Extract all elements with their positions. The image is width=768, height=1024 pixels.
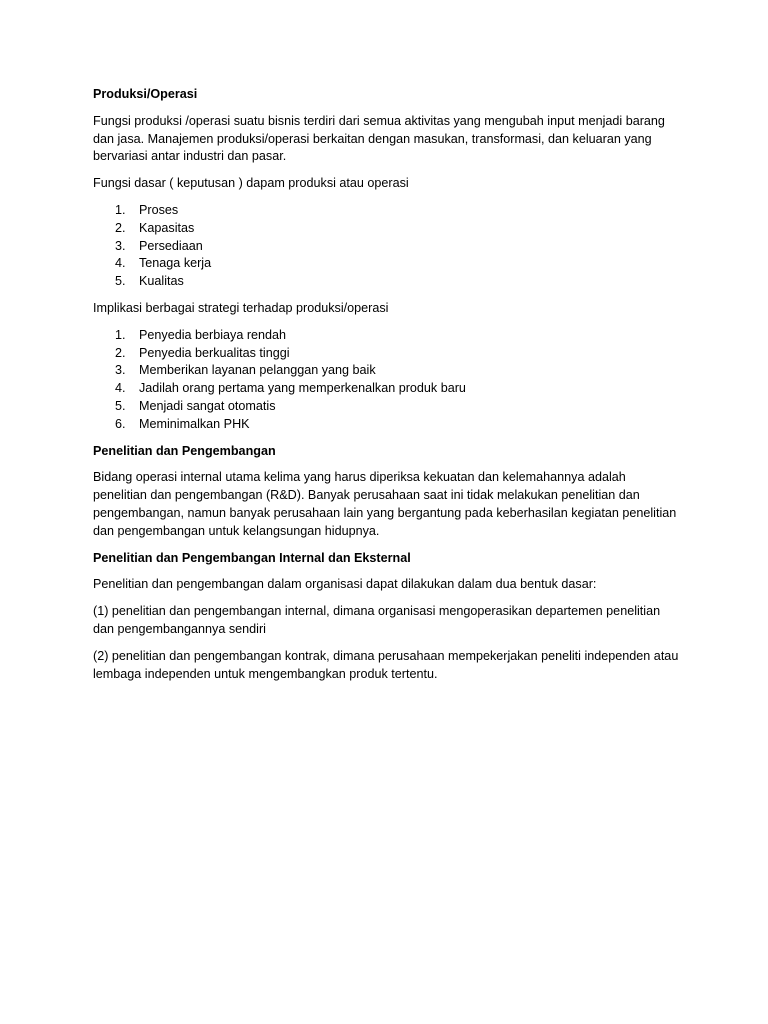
- list-item-number: 2.: [115, 345, 126, 360]
- list-item-number: 5.: [115, 398, 126, 413]
- list-item-number: 5.: [115, 274, 126, 289]
- list-item: [93, 273, 683, 291]
- list-item-text: Memberikan layanan pelanggan yang baik: [139, 363, 376, 378]
- list-item-number: 3.: [115, 238, 126, 253]
- paragraph-internal: (1) penelitian dan pengembangan internal, dimana organisasi mengoperasikan departemen penelitian dan pengembangannya sendiri: [93, 604, 661, 636]
- paragraph-kontrak: (2) penelitian dan pengembangan kontrak, dimana perusahaan mempekerjakan peneliti independen atau lembaga independen untuk mengembangkan produk tertentu.: [93, 648, 679, 681]
- paragraph-dua-bentuk-dasar: Penelitian dan pengembangan dalam organisasi dapat dilakukan dalam dua bentuk dasar:: [93, 577, 597, 592]
- list-item-number: 6.: [115, 416, 126, 431]
- list-item-text: Penyedia berbiaya rendah: [139, 327, 287, 342]
- list-item-number: 4.: [115, 256, 126, 271]
- list-fungsi-dasar: [93, 202, 683, 291]
- list-item: [93, 416, 683, 434]
- section-heading-penelitian-pengembangan: Penelitian dan Pengembangan: [93, 443, 276, 458]
- list-item-text: Jadilah orang pertama yang memperkenalkan produk baru: [139, 381, 466, 396]
- section-heading-produksi-operasi: Produksi/Operasi: [93, 87, 198, 101]
- list-item-number: 1.: [115, 327, 126, 342]
- list-item: [93, 202, 683, 220]
- list-item: [93, 238, 683, 256]
- list-item-text: Penyedia berkualitas tinggi: [139, 345, 290, 360]
- paragraph-bidang-operasi: Bidang operasi internal utama kelima yang harus diperiksa kekuatan dan kelemahannya adalah penelitian dan pengembangan (R&D). Banyak perusahaan saat ini tidak melakukan penelitian dan pengembangan, namun banyak perusahaan lain yang bergantung pada keberhasilan kegiatan penelitian dan pengembangan untuk kelangsungan hidupnya.: [93, 470, 677, 538]
- list-item-text: Menjadi sangat otomatis: [139, 398, 276, 413]
- list-item-number: 3.: [115, 363, 126, 378]
- paragraph-fungsi-produksi: Fungsi produksi /operasi suatu bisnis terdiri dari semua aktivitas yang mengubah input menjadi barang dan jasa. Manajemen produksi/operasi berkaitan dengan masukan, transformasi, dan keluaran yang bervariasi antar industri dan pasar.: [93, 113, 665, 164]
- document-page: [93, 86, 683, 692]
- list-item-text: Tenaga kerja: [139, 256, 212, 271]
- list-item-text: Kualitas: [139, 274, 184, 289]
- list-item: [93, 255, 683, 273]
- list-item-text: Meminimalkan PHK: [139, 416, 250, 431]
- list-item: [93, 345, 683, 363]
- list-item: [93, 380, 683, 398]
- list-item: [93, 220, 683, 238]
- list-item-text: Kapasitas: [139, 220, 195, 235]
- list-implikasi-strategi: [93, 327, 683, 434]
- list-item-number: 2.: [115, 220, 126, 235]
- list-item-number: 1.: [115, 202, 126, 217]
- list-item-text: Persediaan: [139, 238, 203, 253]
- list-item: [93, 398, 683, 416]
- list-item-number: 4.: [115, 381, 126, 396]
- paragraph-implikasi-strategi: Implikasi berbagai strategi terhadap produksi/operasi: [93, 300, 389, 315]
- list-item: [93, 362, 683, 380]
- list-item-text: Proses: [139, 202, 179, 217]
- list-item: [93, 327, 683, 345]
- paragraph-fungsi-dasar: Fungsi dasar ( keputusan ) dapam produksi atau operasi: [93, 176, 409, 191]
- section-heading-internal-eksternal: Penelitian dan Pengembangan Internal dan Eksternal: [93, 550, 411, 565]
